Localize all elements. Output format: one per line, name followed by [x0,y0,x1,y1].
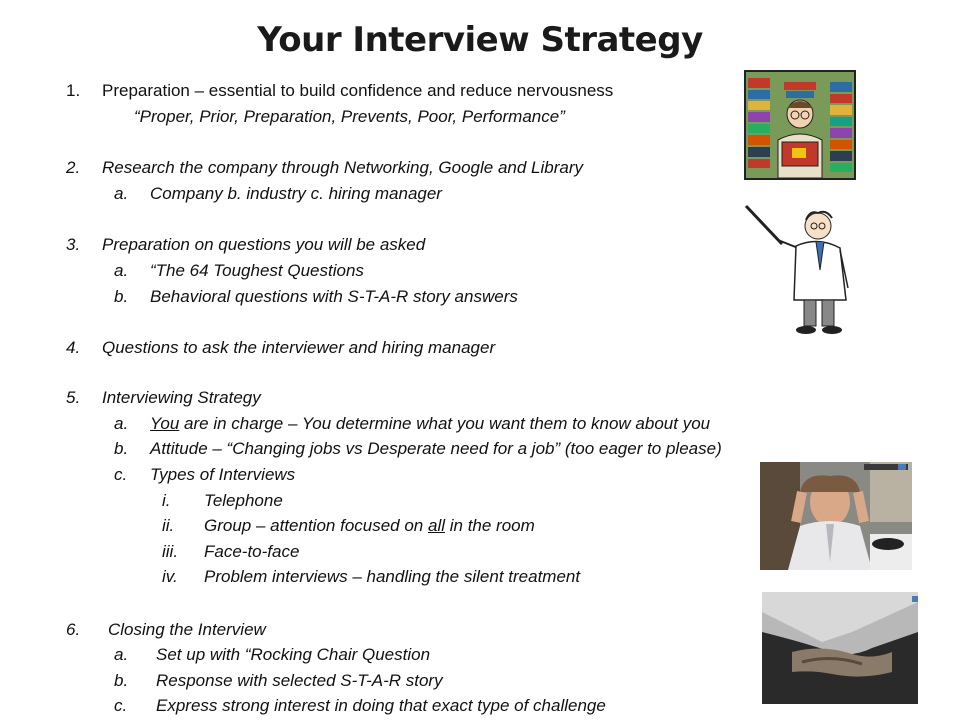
item-3a: a. “The 64 Toughest Questions [114,261,364,280]
page-title: Your Interview Strategy [257,20,703,60]
item-3b: b. Behavioral questions with S-T-A-R story answers [114,287,518,306]
item-5a: a. You are in charge – You determine what you want them to know about you [114,414,711,433]
item-6b: b. Response with selected S-T-A-R story [114,671,443,690]
item-3: 3. Preparation on questions you will be asked [66,235,426,254]
item-4: 4. Questions to ask the interviewer and hiring manager [66,338,496,357]
item-5: 5. Interviewing Strategy [66,388,261,407]
item-1-quote: “Proper, Prior, Preparation, Prevents, Poor, Performance” [134,107,565,126]
item-5c-ii: ii. Group – attention focused on all in the room [162,516,535,535]
stressed-man-photo [760,462,912,570]
item-5c-iii: iii. Face-to-face [162,542,300,561]
item-1: 1. Preparation – essential to build confidence and reduce nervousness [66,81,614,100]
item-5c-iv: iv. Problem interviews – handling the silent treatment [162,567,581,586]
reader-illustration [744,70,856,180]
item-6c: c. Express strong interest in doing that exact type of challenge [114,696,606,715]
item-2a: a. Company b. industry c. hiring manager [114,184,442,203]
professor-illustration [740,200,860,342]
item-6: 6. Closing the Interview [66,620,266,639]
item-6a: a. Set up with “Rocking Chair Question [114,645,431,664]
item-5b: b. Attitude – “Changing jobs vs Desperate need for a job” (too eager to please) [114,439,722,458]
item-5c: c. Types of Interviews [114,465,296,484]
item-2: 2. Research the company through Networking, Google and Library [66,158,583,177]
handshake-photo [762,592,918,704]
item-5c-i: i. Telephone [162,491,283,510]
